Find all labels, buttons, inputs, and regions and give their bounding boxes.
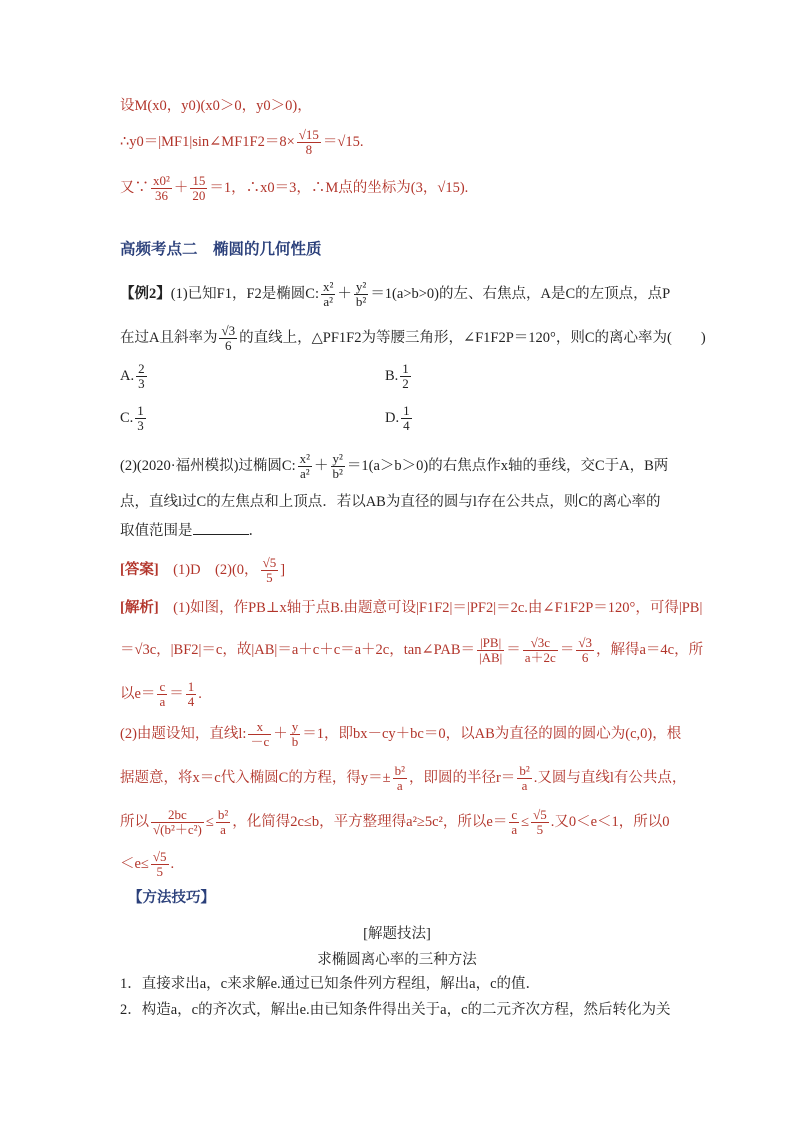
answer-blank <box>193 520 249 535</box>
analysis-line-6: 所以 $\frac{2bc}{\text{√(b²＋c²)}}$ ≤ $\frac{\text{b²}}{a}$ ，化简得2c≤b，平方整理得a²≥5c²，所以e＝ $\frac{c}{a}$ ≤ $\frac{√5}{5}$ .又0＜e＜1，所以0 <box>120 807 670 837</box>
example-line-2: 在过A且斜率为 $\frac{√3}{6}$ 的直线上，△PF1F2为等腰三角形，∠F1F2P＝120°，则C的离心率为( ) <box>120 323 706 353</box>
option-c: C. $\frac{1}{3}$ <box>120 403 144 433</box>
method-item-2: 2．构造a，c的齐次式，解出e.由已知条件得出关于a，c的二元齐次方程，然后转化为关 <box>120 1002 671 1018</box>
method-subtitle-1: [解题技法] <box>363 926 431 942</box>
answer-line: [答案] (1)D (2)(0， $\frac{√5}{5}$ ] <box>120 555 286 585</box>
option-d: D. $\frac{1}{4}$ <box>385 403 410 433</box>
method-header: 【方法技巧】 <box>128 890 215 906</box>
solution-text: ＝1，∴x0＝3，∴M点的坐标为(3，√15). <box>209 179 469 196</box>
fraction: $\frac{√15}{8}$ <box>298 127 319 157</box>
fraction: $\frac{\text{x0²}}{36}$ <box>153 173 170 203</box>
example-line-1: 【例2】(1)已知F1，F2是椭圆C: $\frac{\text{x²}}{\text{a²}}$ ＋ $\frac{\text{y²}}{\text{b²}}$ ＝1(a>b>0)的左、右焦点，A是C的左顶点，点P <box>120 279 671 309</box>
analysis-line-1: [解析] (1)如图，作PB⊥x轴于点B.由题意可设|F1F2|＝|PF2|＝2c.由∠F1F2P＝120°，可得|PB| <box>120 600 703 616</box>
solution-text: 又∵ <box>120 179 149 196</box>
example-label: 【例2】 <box>120 285 171 302</box>
analysis-line-5: 据题意，将x＝c代入椭圆C的方程，得y＝± $\frac{\text{b²}}{a}$ ，即圆的半径r＝ $\frac{\text{b²}}{a}$ .又圆与直线l有公共点， <box>120 763 687 793</box>
fraction: $\frac{15}{20}$ <box>192 173 206 203</box>
method-subtitle-2: 求椭圆离心率的三种方法 <box>317 952 477 968</box>
analysis-line-3: 以e＝ $\frac{c}{a}$ ＝ $\frac{1}{4}$ . <box>120 679 202 709</box>
fraction: $\frac{\text{y²}}{\text{b²}}$ <box>355 279 367 309</box>
analysis-line-7: ＜e≤ $\frac{√5}{5}$ . <box>120 849 175 879</box>
solution-line-2 <box>120 128 364 157</box>
solution-line-3: 又∵ $\frac{\text{x0²}}{36}$ ＋ $\frac{15}{20}$ ＝1，∴x0＝3，∴M点的坐标为(3，√15). <box>120 173 469 203</box>
solution-text: ＝√15. <box>322 133 364 150</box>
method-item-1: 1．直接求出a，c来求解e.通过已知条件列方程组，解出a，c的值． <box>120 976 541 992</box>
fraction: $\frac{\text{x²}}{\text{a²}}$ <box>323 279 334 309</box>
solution-line-1 <box>120 96 312 116</box>
solution-text: 设M(x0，y0)(x0＞0，y0＞0)， <box>120 98 312 114</box>
question-2-line-1: (2)(2020·福州模拟)过椭圆C: $\frac{\text{x²}}{\text{a²}}$ ＋ $\frac{\text{y²}}{\text{b²}}$ ＝1(a＞b＞0)的右焦点作x轴的垂线，交C于A，B两 <box>120 451 669 481</box>
analysis-line-4: (2)由题设知，直线l: $\frac{x}{-c}$ ＋ $\frac{y}{b}$ ＝1，即bx－cy＋bc＝0，以AB为直径的圆的圆心为(c,0)，根 <box>120 719 682 749</box>
solution-text: ∴y0＝|MF1|sin∠MF1F2＝8× <box>120 133 295 150</box>
option-b: B. $\frac{1}{2}$ <box>385 361 409 391</box>
answer-label: [答案] <box>120 561 159 578</box>
fraction: $\frac{√3}{6}$ <box>221 323 236 353</box>
analysis-line-2: ＝√3c，|BF2|＝c，故|AB|＝a＋c＋c＝a＋2c，tan∠PAB＝ $\frac{|PB|}{|AB|}$ ＝ $\frac{√3c}{a+2c}$ ＝ $\frac{√3}{6}$ ，解得a＝4c，所 <box>120 635 704 665</box>
analysis-label: [解析] <box>120 600 159 616</box>
section-title: 高频考点二 椭圆的几何性质 <box>120 241 322 258</box>
question-2-line-3: 取值范围是 ． <box>120 520 263 541</box>
option-a: A. $\frac{2}{3}$ <box>120 361 145 391</box>
question-2-line-2: 点，直线l过C的左焦点和上顶点．若以AB为直径的圆与l存在公共点，则C的离心率的 <box>120 494 661 510</box>
